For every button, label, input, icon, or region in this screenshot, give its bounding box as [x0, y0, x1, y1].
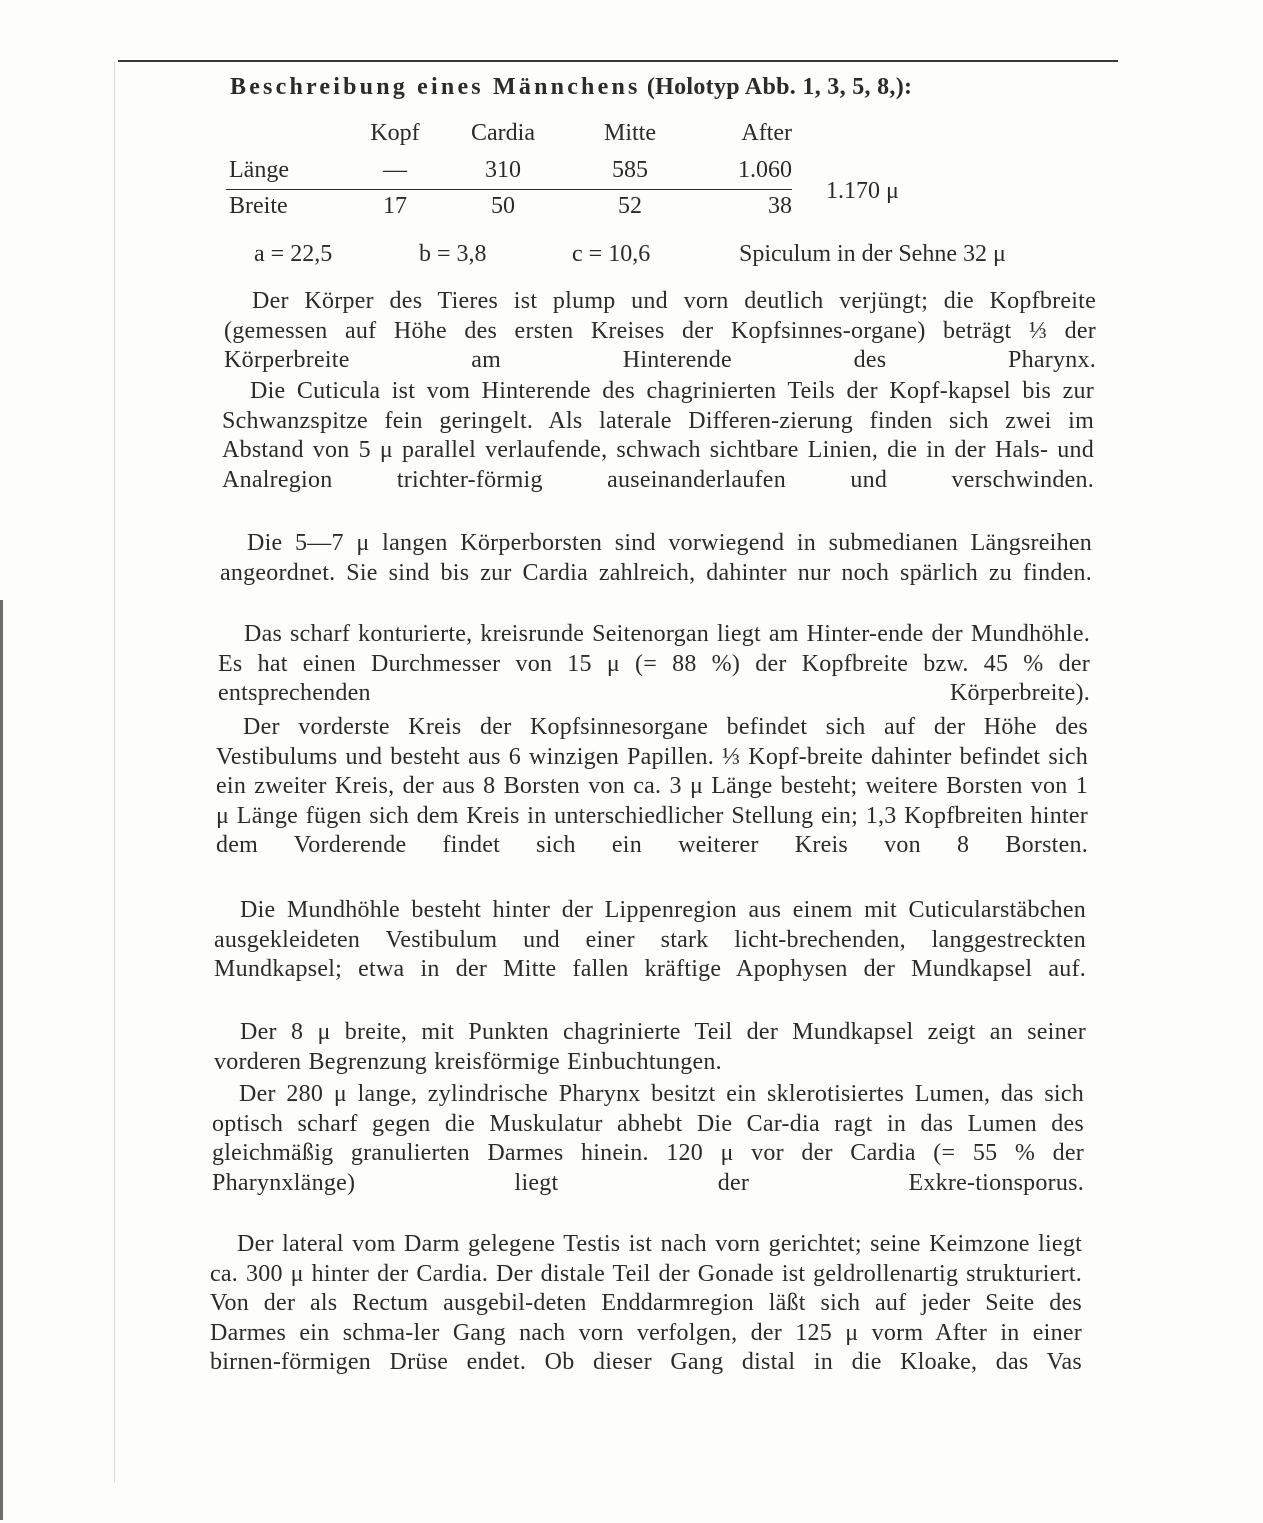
- page-top-rule: [118, 60, 1118, 62]
- paragraph-lateral-organ: Das scharf konturierte, kreisrunde Seitenorgan liegt am Hinter-ende der Mundhöhle. Es hat einen Durchmesser von 15 μ (= 88 %) der Kopfbreite bzw. 45 % der entsprechenden Körperbreite).: [218, 621, 1090, 707]
- row-label-laenge: Länge: [229, 157, 289, 183]
- spiculum-length: Spiculum in der Sehne 32 μ: [739, 241, 1006, 267]
- table-cell: —: [383, 157, 407, 183]
- scan-shadow-edge: [0, 600, 3, 1520]
- paragraph-cuticula: Die Cuticula ist vom Hinterende des chagrinierten Teils der Kopf-kapsel bis zur Schwanzspitze fein geringelt. Als laterale Differen-zierung finden sich zwei im Abstand von 5 μ parallel verlaufende, schwach sichtbare Linien, die in der Hals- und Analregion trichter-förmig auseinanderlaufen und verschwinden.: [222, 378, 1094, 493]
- ratio-a: a = 22,5: [254, 241, 333, 267]
- heading-spaced: Beschreibung eines Männchens: [230, 74, 641, 100]
- table-cell: 310: [485, 157, 521, 183]
- paragraph-body-setae: Die 5—7 μ langen Körperborsten sind vorwiegend in submedianen Längsreihen angeordnet. Sie sind bis zur Cardia zahlreich, dahinter nur noch spärlich zu finden.: [220, 530, 1092, 586]
- row-label-breite: Breite: [229, 193, 288, 219]
- paragraph-body-shape: Der Körper des Tieres ist plump und vorn deutlich verjüngt; die Kopfbreite (gemessen auf Höhe des ersten Kreises der Kopfsinnes-organe) beträgt ⅓ der Körperbreite am Hinterende des Pharynx.: [224, 288, 1096, 374]
- paragraph-testis: Der lateral vom Darm gelegene Testis ist nach vorn gerichtet; seine Keimzone liegt ca. 300 μ hinter der Cardia. Der distale Teil der Gonade ist geldrollenartig strukturiert. Von der als Rectum ausgebil-deten Enddarmregion läßt sich auf jeder Seite des Darmes ein schma-ler Gang nach vorn verfolgen, der 125 μ vorm After in einer birnen-förmigen Drüse endet. Ob dieser Gang distal in die Kloake, das Vas: [210, 1231, 1082, 1376]
- column-header-cardia: Cardia: [471, 120, 535, 146]
- total-length: 1.170 μ: [826, 178, 899, 204]
- paragraph-head-sense-organs: Der vorderste Kreis der Kopfsinnesorgane befindet sich auf der Höhe des Vestibulums und besteht aus 6 winzigen Papillen. ⅓ Kopf-breite dahinter befindet sich ein zweiter Kreis, der aus 8 Borsten von ca. 3 μ Länge besteht; weitere Borsten von 1 μ Länge fügen sich dem Kreis in unterschiedlicher Stellung ein; 1,3 Kopfbreiten hinter dem Vorderende findet sich ein weiterer Kreis von 8 Borsten.: [216, 714, 1088, 859]
- table-cell: 50: [491, 193, 515, 219]
- paragraph-mouth-capsule: Der 8 μ breite, mit Punkten chagrinierte Teil der Mundkapsel zeigt an seiner vorderen Begrenzung kreisförmige Einbuchtungen.: [214, 1019, 1086, 1075]
- ratio-c: c = 10,6: [572, 241, 651, 267]
- column-header-mitte: Mitte: [604, 120, 656, 146]
- table-cell: 52: [618, 193, 642, 219]
- paragraph-pharynx: Der 280 μ lange, zylindrische Pharynx besitzt ein sklerotisiertes Lumen, das sich optisch scharf gegen die Muskulatur abhebt Die Car-dia ragt in das Lumen des gleichmäßig granulierten Darmes hinein. 120 μ vor der Cardia (= 55 % der Pharynxlänge) liegt der Exkre-tionsporus.: [212, 1081, 1084, 1196]
- table-cell: 585: [612, 157, 648, 183]
- column-header-after: After: [741, 120, 792, 146]
- column-header-kopf: Kopf: [370, 120, 420, 146]
- ratio-b: b = 3,8: [419, 241, 487, 267]
- page-left-edge: [114, 62, 115, 1482]
- heading-rest: (Holotyp Abb. 1, 3, 5, 8,):: [640, 74, 913, 100]
- table-cell: 38: [768, 193, 792, 219]
- table-divider: [226, 189, 792, 190]
- table-cell: 1.060: [738, 157, 792, 183]
- paragraph-mouth-cavity: Die Mundhöhle besteht hinter der Lippenregion aus einem mit Cuticularstäbchen ausgekleideten Vestibulum und einer stark licht-brechenden, langgestreckten Mundkapsel; etwa in der Mitte fallen kräftige Apophysen der Mundkapsel auf.: [214, 897, 1086, 983]
- section-heading: [230, 74, 1110, 101]
- table-cell: 17: [383, 193, 407, 219]
